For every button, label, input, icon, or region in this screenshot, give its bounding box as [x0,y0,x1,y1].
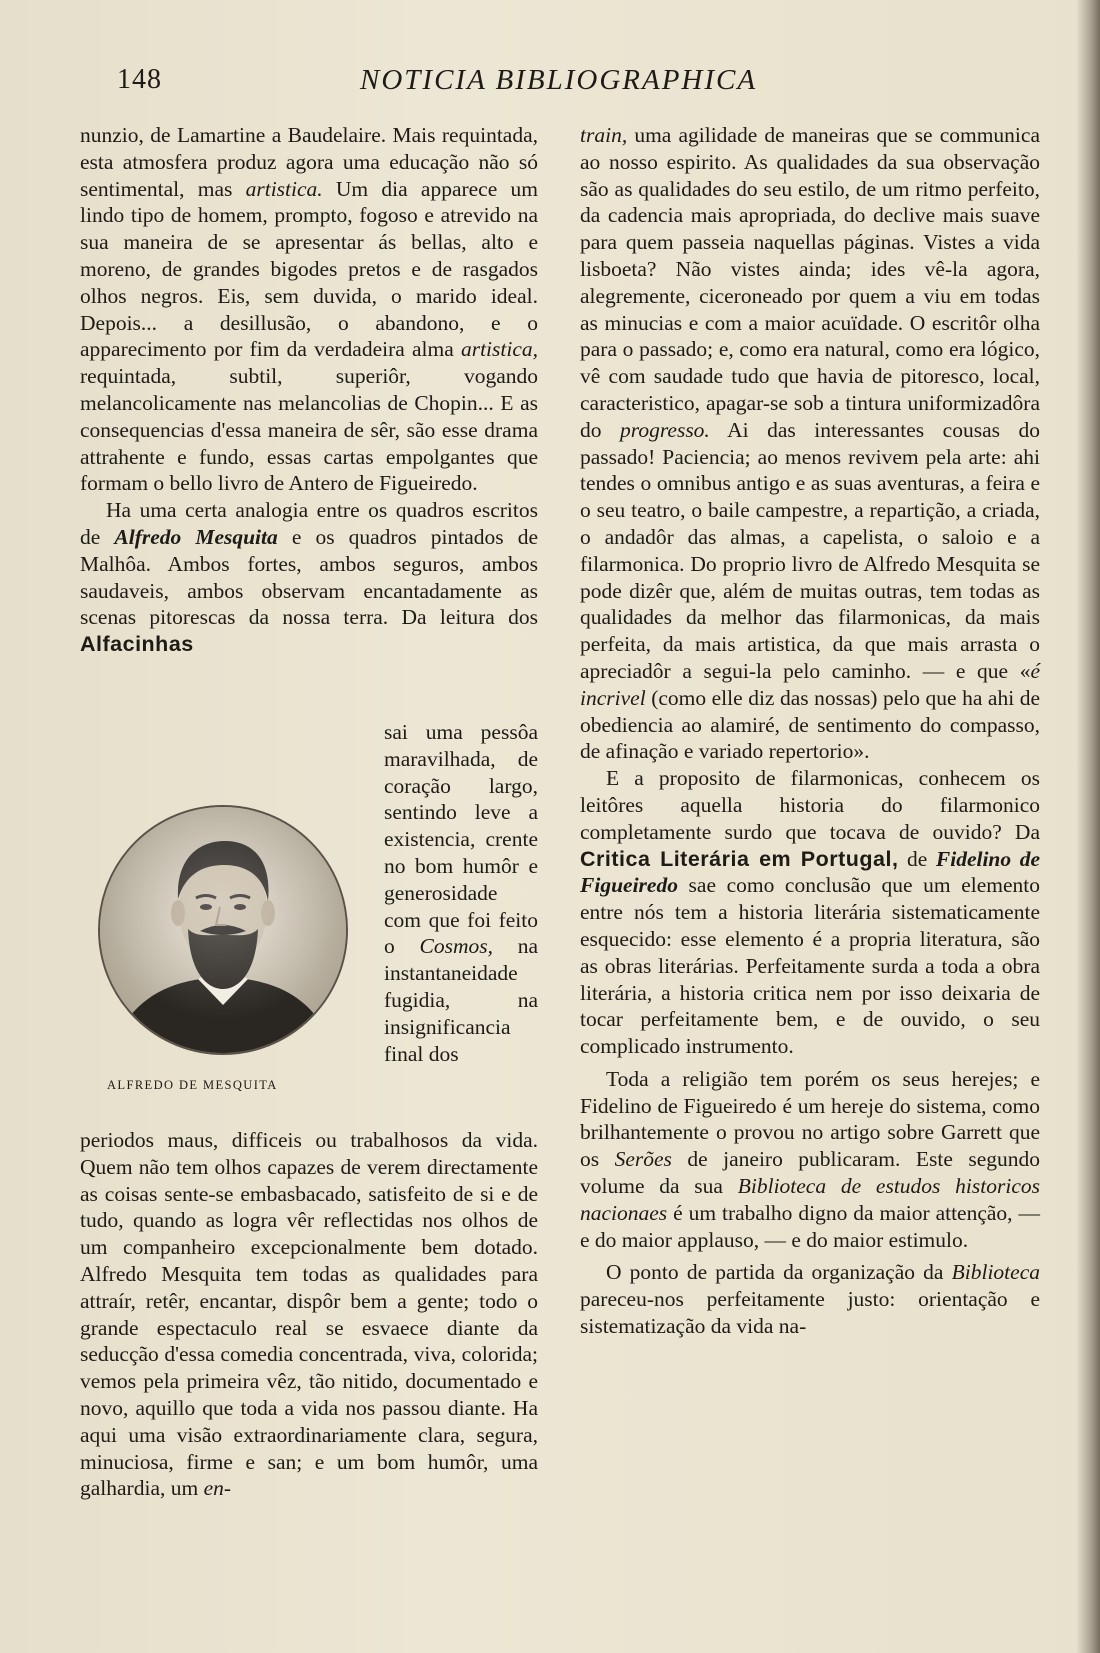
italic-run: Biblioteca de estudos historicos nacionaes [580,1174,1040,1225]
text-run: Toda a religião tem porém os seus herejes; e Fidelino de Figueiredo é um hereje do sistema, como brilhantemente o provou no artigo sobre Garrett que os [580,1066,1040,1172]
right-paragraph-3 [580,1066,1040,1254]
right-column [580,122,1040,1340]
italic-run: artistica, [460,337,538,362]
italic-run: artistica. [245,176,323,201]
running-title: NOTICIA BIBLIOGRAPHICA [360,64,758,96]
author-name: Fidelino de Figueiredo [580,846,1040,898]
italic-run: train, [580,123,628,147]
italic-run: Serões [614,1147,672,1172]
text-run: Ha uma certa analogia entre os quadros escritos de [80,498,538,549]
portrait-caption: ALFREDO DE MESQUITA [107,1078,278,1092]
text-run: periodos maus, difficeis ou trabalhosos da vida. Quem não tem olhos capazes de verem directamente as coisas sente-se embasbacado, satisfeito de si e de tudo, quando as logra vêr reflectidas nos olhos de um companheiro excepcionalmente bem dotado. Alfredo Mesquita tem todas as qualidades para attraír, retêr, encantar, dispôr bem a gente; todo o grande espectaculo real se esvaece diante da seducção d'essa comedia concentrada, viva, colorida; vemos pela primeira vêz, tão nitido, documentado e novo, aquillo que toda a vida nos passou diante. Ha aqui uma visão extraordinariamente clara, segura, minuciosa, firme e san; e um bom humôr, uma galhardia, um [80,1128,538,1501]
portrait-photo [98,805,348,1055]
left-paragraph-2-continued [80,1127,538,1502]
text-run: Um dia apparece um lindo tipo de homem, prompto, fogoso e atrevido na sua maneira de se apresentar ás bellas, alto e moreno, de grandes bigodes pretos e de rasgados olhos negros. Eis, sem duvida, o marido ideal. Depois... a desillusão, o abandono, e o apparecimento por fim da verdadeira alma [80,176,538,362]
left-column [80,122,538,1501]
right-paragraph-4 [580,1259,1040,1339]
text-run: uma agilidade de maneiras que se communica ao nosso espirito. As qualidades da sua observação são as qualidades do seu estilo, de um ritmo perfeito, da cadencia mais apropriada, do declive mais suave para quem passeia naquellas páginas. Vistes a vida lisboeta? Não vistes ainda; ides vê-la agora, alegremente, ciceroneado por quem a viu em todas as minucias e com a maior acuïdade. O escritôr olha para o passado; e, como era natural, como era lógico, vê com saudade tudo que havia de pitoresco, local, caracteristico, apagar-se sob a tintura uniformizadôra do [580,123,1040,442]
text-run: de janeiro publicaram. Este segundo volume da sua [580,1147,1040,1199]
italic-run: é incrivel [580,658,1040,710]
right-paragraph-1 [580,122,1040,765]
text-run: Ai das interessantes cousas do passado! Paciencia; ao menos revivem pela arte: ahi tendes o omnibus antigo e as suas aventuras, a feira e o seu teatro, o baile campestre, a repartição, a criada, o andadôr das almas, a capelista, o saloio e a filarmonica. Do proprio livro de Alfredo Mesquita se pode dizêr que, além de muitas outras, tem todas as qualidades da melhor das filarmonicas, da mais perfeita, da mais artistica, da que mais arrasta o apreciadôr a segui-la pelo caminho. — e que « [580,417,1040,683]
author-name: Alfredo Mesquita [114,524,278,549]
text-run: pareceu-nos perfeitamente justo: orientação e sistematização da vida na- [580,1287,1040,1339]
italic-run: Biblioteca [951,1260,1040,1285]
book-title: Critica Literária em Portugal, [580,846,899,871]
book-title: Alfacinhas [80,632,194,657]
text-run: requintada, subtil, superiôr, vogando melancolicamente nas melancolias de Chopin... E as consequencias d'essa maneira de sêr, são esse drama attrahente e fundo, essas cartas empolgantes que formam o bello livro de Antero de Figueiredo. [80,364,538,496]
text-run: (como elle diz das nossas) pelo que ha ahi de obediencia ao alamiré, de sentimento do compasso, de afinação e variado repertorio». [580,685,1040,764]
text-run: é um trabalho digno da maior attenção, — e do maior applauso, — e do maior estimulo. [580,1200,1040,1252]
italic-run: Cosmos, [419,934,493,959]
text-run: sai uma pessôa maravilhada, de coração largo, sentindo leve a existencia, crente no bom humôr e generosidade com que foi feito o [384,720,538,959]
left-paragraph-1 [80,122,538,497]
page-edge-shadow [1076,0,1100,1653]
text-run: na instantaneidade fugidia, na insignificancia final dos [384,934,538,1066]
page-number: 148 [117,64,162,95]
text-run: e os quadros pintados de Malhôa. Ambos fortes, ambos seguros, ambos saudaveis, ambos observam encantadamente as scenas pitorescas da nossa terra. Da leitura dos [80,524,538,630]
text-run: O ponto de partida da organização da [606,1260,952,1285]
photo-shading [100,807,346,1053]
text-run: E a proposito de filarmonicas, conhecem os leitôres aquella historia do filarmonico completamente surdo que tocava de ouvido? Da [580,766,1040,844]
text-run: nunzio, de Lamartine a Baudelaire. Mais requintada, esta atmosfera produz agora uma educação não só sentimental, mas [80,123,538,201]
right-paragraph-2 [580,765,1040,1060]
italic-run: progresso. [620,417,710,442]
text-run: sae como conclusão que um elemento entre nós tem a historia literária sistematicamente esquecido: esse elemento é a propria literatura, são as obras literárias. Perfeitamente surda a toda a obra literária, a historia critica nem por isso deixaria de tocar perfeitamente bem, e de ouvido, o seu complicado instrumento. [580,873,1040,1059]
text-run: de [898,846,936,871]
wrapped-text [384,719,538,1067]
italic-run: en- [203,1476,232,1501]
left-paragraph-2 [80,497,538,658]
